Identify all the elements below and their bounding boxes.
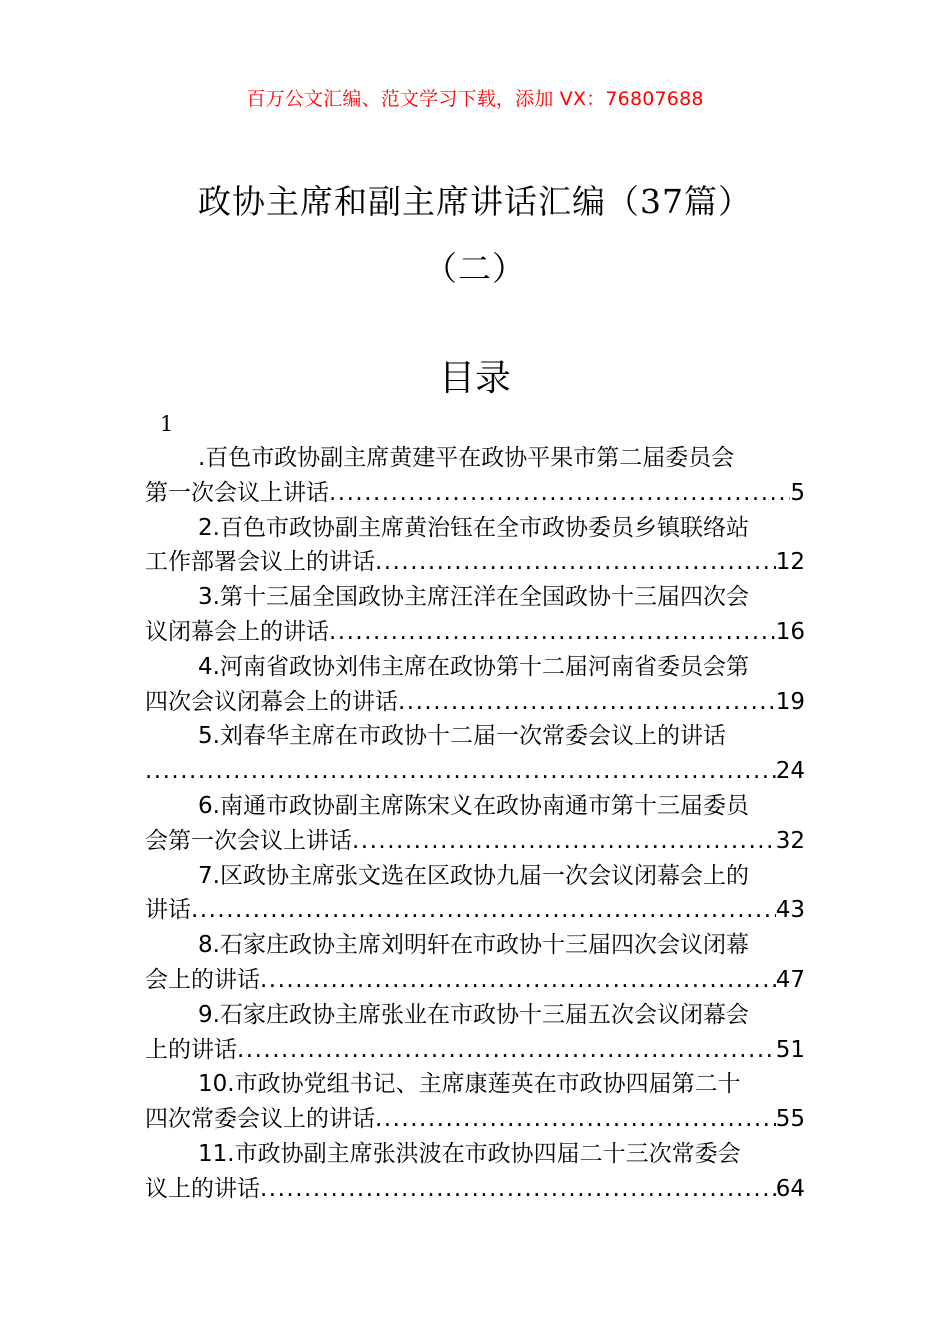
toc-entry-title: 2.百色市政协副主席黄治钰在全市政协委员乡镇联络站 — [198, 514, 749, 541]
toc-entry-continuation — [145, 754, 805, 789]
toc-entry-continuation — [145, 824, 805, 859]
toc-entry-title-cont: 会第一次会议上讲话 — [145, 827, 352, 854]
toc-entry-title-cont: 议上的讲话 — [145, 1175, 260, 1202]
toc-entry[interactable] — [145, 650, 805, 720]
title-prefix: 政协主席和副主席讲话汇编（ — [198, 182, 640, 221]
toc-leader-dots — [237, 1033, 776, 1068]
toc-entry[interactable] — [145, 998, 805, 1068]
toc-entry[interactable] — [145, 1137, 805, 1207]
toc-entry-title-cont: 工作部署会议上的讲话 — [145, 549, 375, 576]
toc-entry-title: 10.市政协党组书记、主席康莲英在市政协四届第二十 — [198, 1071, 741, 1098]
toc-entry-title: 11.市政协副主席张洪波在市政协四届二十三次常委会 — [198, 1140, 741, 1167]
toc-heading: 目录 — [438, 358, 511, 399]
toc-first-number: 1 — [160, 412, 174, 436]
toc-leader-dots — [329, 476, 790, 511]
toc-entry-continuation — [145, 1033, 805, 1068]
toc-entry-title: 8.石家庄政协主席刘明轩在市政协十三届四次会议闭幕 — [198, 932, 749, 959]
toc-entry-title-cont: 四次会议闭幕会上的讲话 — [145, 688, 398, 715]
toc-page-number: 64 — [775, 1175, 805, 1202]
toc-leader-dots — [260, 963, 776, 998]
toc-entry[interactable] — [145, 789, 805, 859]
toc-entry-title: 9.石家庄政协主席张业在市政协十三届五次会议闭幕会 — [198, 1001, 749, 1028]
toc-page-number: 24 — [775, 758, 805, 785]
toc-page-number: 32 — [775, 827, 805, 854]
toc-leader-dots — [398, 685, 776, 720]
toc-leader-dots — [375, 545, 776, 580]
toc-entry-title-cont: 会上的讲话 — [145, 966, 260, 993]
toc-entry-continuation — [145, 893, 805, 928]
toc-entry-title-cont: 上的讲话 — [145, 1036, 237, 1063]
toc-entry-continuation — [145, 963, 805, 998]
toc-entry-title-cont: 讲话 — [145, 897, 191, 924]
toc-entry-title: .百色市政协副主席黄建平在政协平果市第二届委员会 — [198, 445, 735, 471]
title-suffix: 篇） — [684, 182, 752, 221]
toc-page-number: 47 — [775, 966, 805, 993]
toc-entry-title: 7.区政协主席张文选在区政协九届一次会议闭幕会上的 — [198, 862, 749, 889]
toc-leader-dots — [145, 754, 776, 789]
toc-entry-title-cont: 第一次会议上讲话 — [145, 479, 329, 506]
toc-entry-title: 6.南通市政协副主席陈宋义在政协南通市第十三届委员 — [198, 792, 749, 819]
toc-entry-title: 3.第十三届全国政协主席汪洋在全国政协十三届四次会 — [198, 584, 749, 611]
watermark-banner: 百万公文汇编、范文学习下载，添加 VX：76807688 — [246, 88, 704, 110]
toc-entry-title: 5.刘春华主席在市政协十二届一次常委会议上的讲话 — [198, 723, 726, 750]
toc-page-number: 12 — [775, 549, 805, 576]
toc-leader-dots — [260, 1172, 776, 1207]
toc-leader-dots — [329, 615, 776, 650]
toc-page-number: 43 — [775, 897, 805, 924]
title-count: 37 — [640, 182, 684, 221]
toc-entry[interactable] — [145, 580, 805, 650]
toc-entry-continuation — [145, 476, 805, 511]
toc-entry-continuation — [145, 1102, 805, 1137]
toc-entry[interactable] — [145, 1067, 805, 1137]
toc-entry-title-cont: 议闭幕会上的讲话 — [145, 618, 329, 645]
toc-leader-dots — [191, 893, 776, 928]
document-title — [0, 176, 950, 223]
toc-entry-title-cont: 四次常委会议上的讲话 — [145, 1106, 375, 1133]
toc-entry[interactable] — [145, 719, 805, 789]
document-subtitle: （二） — [424, 249, 526, 288]
toc-entry[interactable] — [145, 928, 805, 998]
toc-entry-continuation — [145, 615, 805, 650]
toc-page-number: 5 — [790, 479, 805, 506]
toc-page-number: 19 — [775, 688, 805, 715]
toc-page-number: 16 — [775, 618, 805, 645]
table-of-contents — [145, 441, 805, 1207]
toc-entry-continuation — [145, 685, 805, 720]
toc-entry[interactable] — [145, 511, 805, 581]
toc-entry-continuation — [145, 545, 805, 580]
toc-entry-continuation — [145, 1172, 805, 1207]
toc-leader-dots — [375, 1102, 776, 1137]
toc-page-number: 51 — [775, 1036, 805, 1063]
toc-entry[interactable] — [145, 859, 805, 929]
toc-leader-dots — [352, 824, 776, 859]
toc-page-number: 55 — [775, 1106, 805, 1133]
toc-entry-title: 4.河南省政协刘伟主席在政协第十二届河南省委员会第 — [198, 653, 749, 680]
toc-entry[interactable] — [145, 441, 805, 511]
